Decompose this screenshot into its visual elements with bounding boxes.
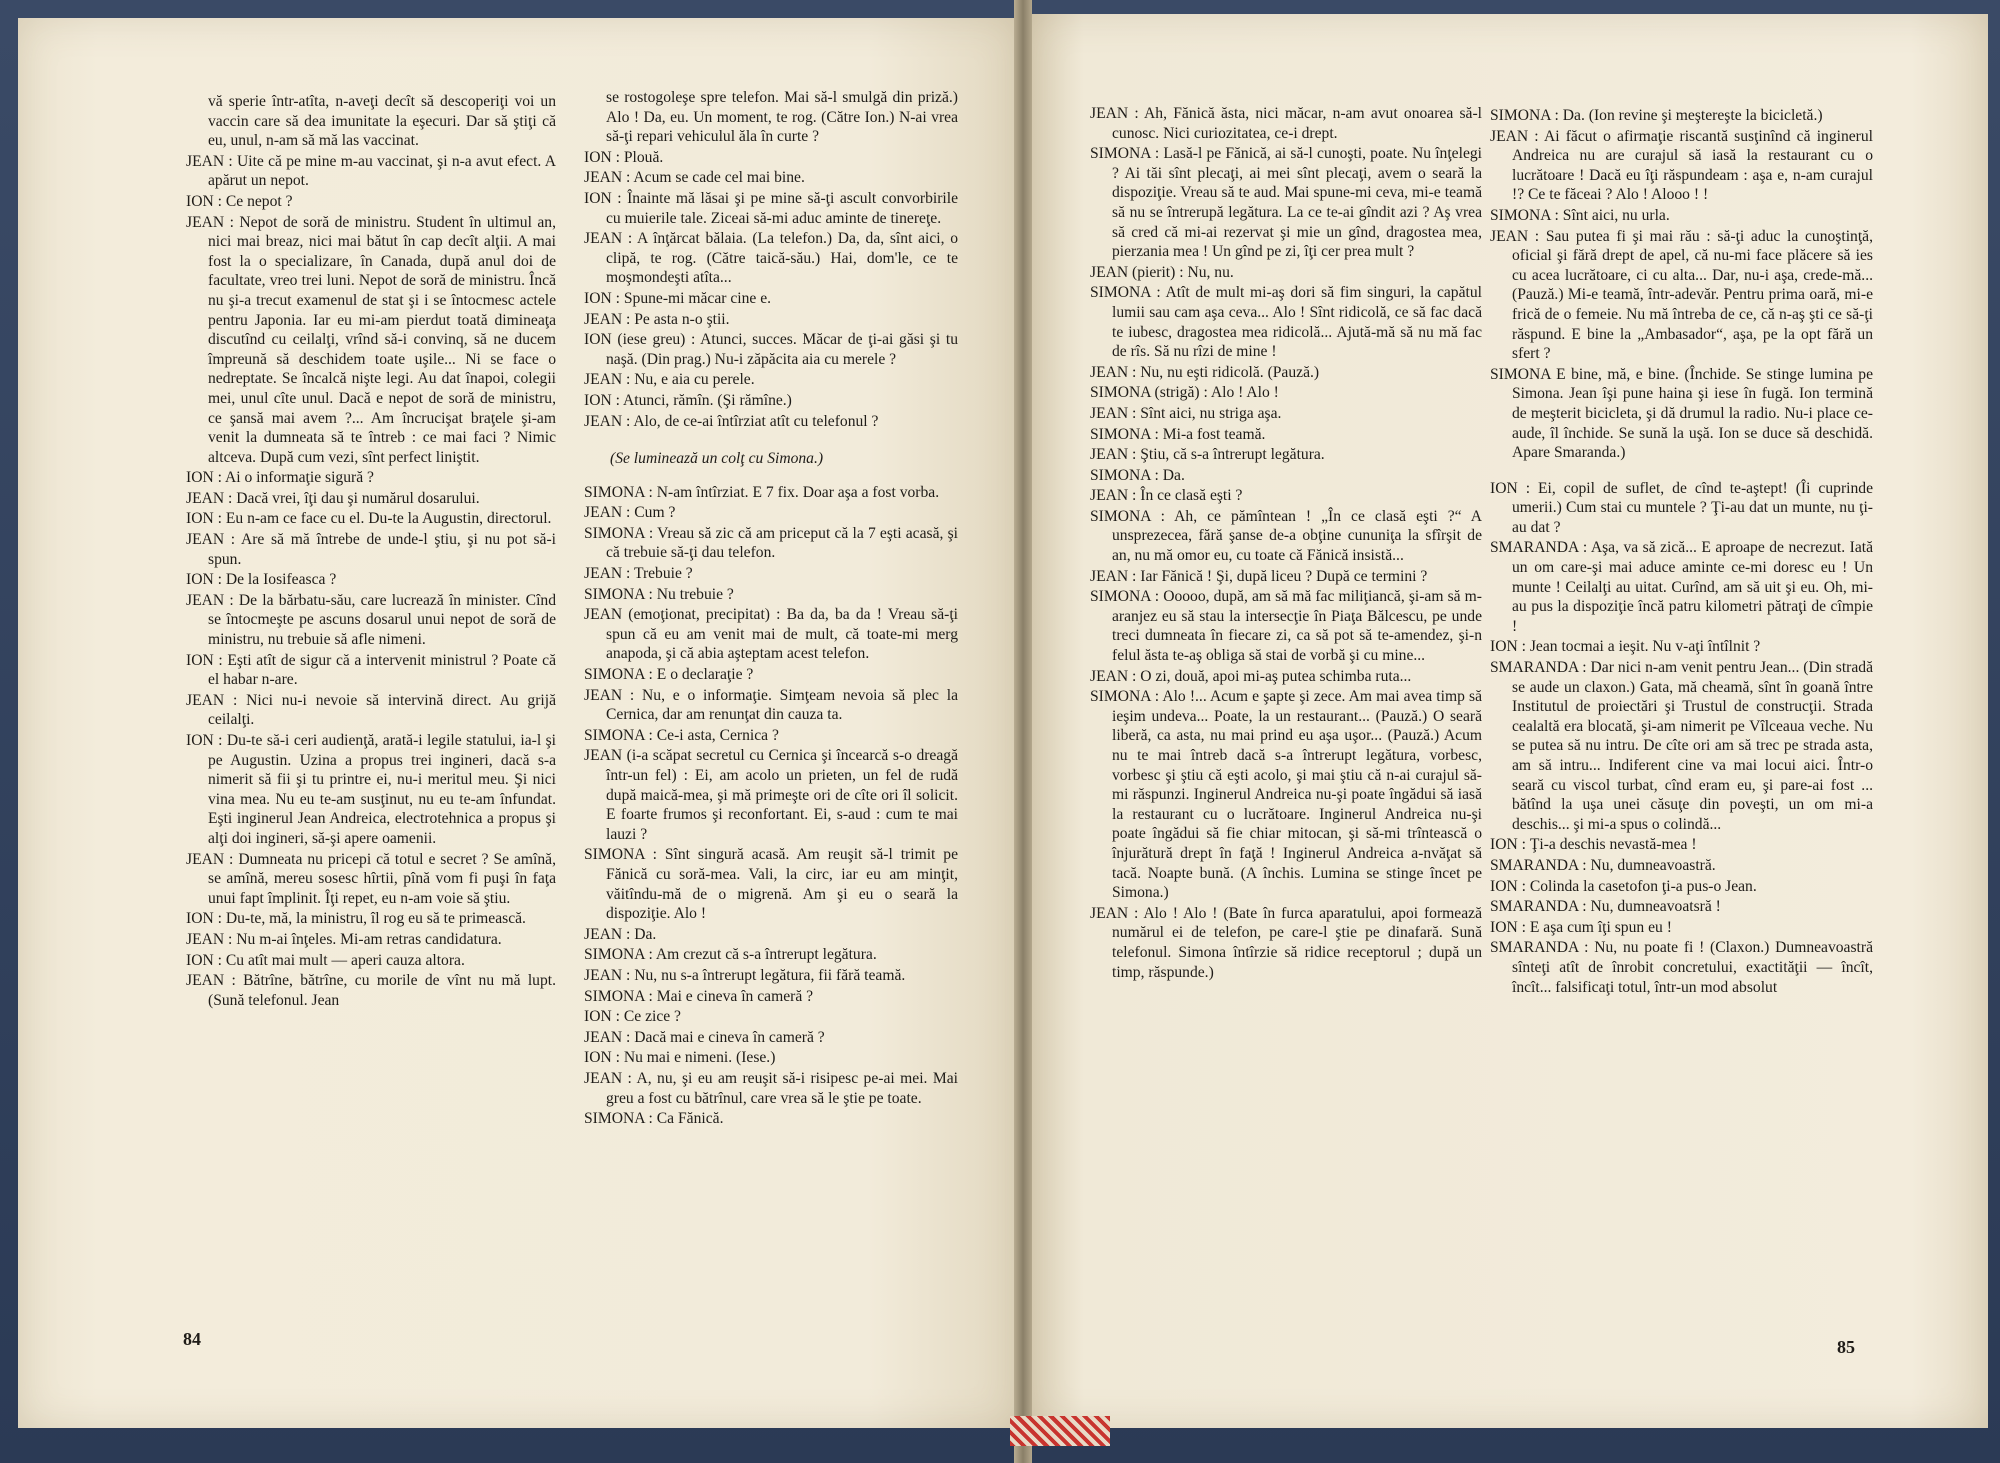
dialogue-paragraph: ION : Ai o informaţie sigură ? xyxy=(186,469,374,487)
dialogue-paragraph: JEAN : Da. xyxy=(584,925,657,943)
dialogue-paragraph: JEAN : Nu, nu s-a întrerupt legătura, fii fără teamă. xyxy=(584,966,906,984)
dialogue-paragraph: SIMONA : E o declaraţie ? xyxy=(584,666,754,684)
dialogue-paragraph: SMARANDA : Aşa, va să zică... E aproape de necrezut. Iată un om care-şi mai aduce aminte ce-mi doresc eu ! Un munte ! Ceilalţi au uitat. Curînd, am să uit şi eu. Oh, mi-au pus la dispoziţie încă patru kilometri pătraţi de cîmpie ! xyxy=(1490,539,1873,635)
dialogue-paragraph: JEAN : Are să mă întrebe de unde-l ştiu, şi nu pot să-i spun. xyxy=(186,531,556,568)
dialogue-paragraph: SIMONA : Alo !... Acum e şapte şi zece. Am mai avea timp să ieşim undeva... Poate, la un restaurant... (Pauză.) O seară liberă, ca asta, nu mai prind eu aşa uşor... (Pauză.) Acum nu te mai întreb dacă s-a întrerupt legătura, vorbesc, vorbesc şi ştiu că eşti acolo, şi mai ştiu că n-ai curajul să-mi răspunzi. Inginerul Andreica nu-şi poate îngădui să iasă la restaurant cu o lucrătoare. Inginerul Andreica nu-şi poate îngădui să fie chiar mitocan, şi să-mi trîntească o înjurătură drept în faţă ! Inginerul Andreica a-nvăţat să tacă. Noapte bună. (A închis. Lumina se stinge încet pe Simona.) xyxy=(1090,688,1482,902)
dialogue-paragraph: JEAN (i-a scăpat secretul cu Cernica şi încearcă s-o dreagă într-un fel) : Ei, am acolo un prieten, un fel de rudă după maică-mea, şi mă primeşte ori de cîte ori îl solicit. E foarte frumos şi reconfortant. Ei, s-aud : cum te mai lauzi ? xyxy=(584,747,958,843)
page-number-left: 84 xyxy=(183,1329,201,1349)
dialogue-paragraph: SIMONA : Da. xyxy=(1090,466,1185,484)
dialogue-paragraph: SIMONA : Vreau să zic că am priceput că la 7 eşti acasă, şi că trebuie să-ţi dau telefon. xyxy=(584,524,958,562)
dialogue-paragraph: ION : Eşti atît de sigur că a intervenit ministrul ? Poate că el habar n-are. xyxy=(186,651,556,689)
text-column-left-1 xyxy=(186,92,556,1011)
dialogue-paragraph: SIMONA : Nu trebuie ? xyxy=(584,585,734,603)
dialogue-paragraph: JEAN : În ce clasă eşti ? xyxy=(1090,487,1243,505)
dialogue-paragraph: vă sperie într-atîta, n-aveţi decît să descoperiţi voi un vaccin care să dea imunitate la eşecuri. Dar să ştiţi că eu, unul, n-am să mă las vaccinat. xyxy=(208,93,556,150)
dialogue-paragraph: JEAN : Nu, e o informaţie. Simţeam nevoia să plec la Cernica, dar am renunţat din cauza ta. xyxy=(584,686,958,724)
dialogue-paragraph: ION : Cu atît mai mult — aperi cauza altora. xyxy=(186,951,465,969)
bookmark-ribbon xyxy=(1010,1416,1110,1446)
dialogue-paragraph: JEAN : Dacă vrei, îţi dau şi numărul dosarului. xyxy=(186,489,480,507)
dialogue-paragraph: SIMONA : Sînt aici, nu urla. xyxy=(1490,206,1670,224)
dialogue-paragraph: ION : Ce zice ? xyxy=(584,1008,681,1026)
dialogue-paragraph: JEAN : Dacă mai e cineva în cameră ? xyxy=(584,1028,825,1046)
dialogue-paragraph: SIMONA : Lasă-l pe Fănică, ai să-l cunoşti, poate. Nu înţelegi ? Ai tăi sînt plecaţi, ai mei sînt plecaţi, avem o seară la dispoziţie. Vreau să te aud. Mai spune-mi ceva, mi-e teamă să nu se întrerupă legătura. La ce te-ai gîndit azi ? Aş vrea să cred că mi-ai rezervat şi mie un gînd, dragostea mea, pierzania mea ! Un gînd pe zi, îţi cer prea mult ? xyxy=(1090,145,1482,261)
text-column-right-2 xyxy=(1490,106,1873,998)
text-column-right-1 xyxy=(1090,104,1482,983)
dialogue-paragraph: JEAN : Alo ! Alo ! (Bate în furca aparatului, apoi formează numărul ei de telefon, pe care-l ştie pe dinafară. Sună telefonul. Simona întîrzie să ridice receptorul ; după un timp, răspunde.) xyxy=(1090,904,1482,981)
dialogue-paragraph: JEAN : A înţărcat bălaia. (La telefon.) Da, da, sînt aici, o clipă, te rog. (Către taică-său.) Hai, dom'le, ce te moşmondeşti atîta... xyxy=(584,230,958,287)
dialogue-paragraph: JEAN : O zi, două, apoi mi-aş putea schimba ruta... xyxy=(1090,667,1412,685)
book-gutter xyxy=(1014,0,1032,1463)
dialogue-paragraph: JEAN : Iar Fănică ! Şi, după liceu ? După ce termini ? xyxy=(1090,567,1428,585)
dialogue-paragraph: SIMONA : Ah, ce pămîntean ! „În ce clasă eşti ?“ A unsprezecea, fără şanse de-a obţine cununiţa la sfîrşit de an, nu mă omor eu, cu toate că Fănică insistă... xyxy=(1090,507,1482,565)
dialogue-paragraph: JEAN : Nici nu-i nevoie să intervină direct. Au grijă ceilalţi. xyxy=(186,691,556,729)
dialogue-paragraph: ION : Înainte mă lăsai şi pe mine să-ţi ascult convorbirile cu muierile tale. Ziceai să-mi aduc aminte de tinereţe. xyxy=(584,189,958,227)
dialogue-paragraph: ION : Spune-mi măcar cine e. xyxy=(584,289,772,307)
dialogue-paragraph: SMARANDA : Nu, dumneavoatsră ! xyxy=(1490,898,1721,916)
dialogue-paragraph: SIMONA (strigă) : Alo ! Alo ! xyxy=(1090,384,1279,402)
dialogue-paragraph: SIMONA E bine, mă, e bine. (Închide. Se stinge lumina pe Simona. Jean îşi pune haina şi iese în fugă. Ion termină de meşterit bicicleta, şi dă drumul la radio. Nu-i place ce-aude, îl închide. Se sună la uşă. Ion se duce să deschidă. Apare Smaranda.) xyxy=(1490,365,1873,462)
dialogue-paragraph: ION : Ţi-a deschis nevastă-mea ! xyxy=(1490,836,1697,854)
dialogue-paragraph: JEAN : Acum se cade cel mai bine. xyxy=(584,169,805,187)
dialogue-paragraph: JEAN : A, nu, şi eu am reuşit să-i risipesc pe-ai mei. Mai greu a fost cu bătrînul, care vrea să le ştie pe toate. xyxy=(584,1069,958,1107)
dialogue-paragraph: JEAN : Cum ? xyxy=(584,504,676,522)
dialogue-paragraph: SIMONA : Ooooo, după, am să mă fac miliţiancă, şi-am să m-aranjez eu să stau la intersecţie în Piaţa Bălcescu, pe unde treci dumneata în fiecare zi, ca să pot să te-amendez, şi-n felul ăsta te-aş obliga să stai de vorbă şi cu mine... xyxy=(1090,588,1482,665)
dialogue-paragraph: JEAN : De la bărbatu-său, care lucrează în minister. Cînd se întocmeşte pe ascuns dosarul unui nepot de soră de ministru, nu trebuie să afle nimeni. xyxy=(186,591,556,649)
dialogue-paragraph: JEAN : Nu m-ai înţeles. Mi-am retras candidatura. xyxy=(186,930,502,948)
dialogue-paragraph: ION : E aşa cum îţi spun eu ! xyxy=(1490,918,1672,936)
dialogue-paragraph: ION : Jean tocmai a ieşit. Nu v-aţi întîlnit ? xyxy=(1490,638,1761,656)
dialogue-paragraph: JEAN : Dumneata nu pricepi că totul e secret ? Se amînă, se amînă, mereu sosesc hîrtii, pînă vom fi puşi în faţa unui fapt împlinit. Îţi repet, eu n-am voie să ştiu. xyxy=(186,850,556,907)
dialogue-paragraph: SMARANDA : Nu, dumneavoastră. xyxy=(1490,856,1716,874)
dialogue-paragraph: SIMONA : Mai e cineva în cameră ? xyxy=(584,987,814,1005)
stage-direction: (Se luminează un colţ cu Simona.) xyxy=(610,450,824,468)
dialogue-paragraph: JEAN : Nu, e aia cu perele. xyxy=(584,371,755,389)
dialogue-paragraph: SIMONA : Mi-a fost teamă. xyxy=(1090,425,1266,443)
dialogue-paragraph: JEAN : Uite că pe mine m-au vaccinat, şi n-a avut efect. A apărut un nepot. xyxy=(186,152,556,190)
dialogue-paragraph: ION : Du-te, mă, la ministru, îl rog eu să te primească. xyxy=(186,910,526,928)
dialogue-paragraph: SIMONA : Am crezut că s-a întrerupt legătura. xyxy=(584,946,877,964)
dialogue-paragraph: JEAN : Ai făcut o afirmaţie riscantă susţinînd că inginerul Andreica nu are curajul să iasă la restaurant cu o lucrătoare ! Dacă eu îţi răspundeam : aşa e, n-am curajul !? Ce te făceai ? Alo ! Alooo ! ! xyxy=(1490,127,1873,204)
dialogue-paragraph: JEAN : Sau putea fi şi mai rău : să-ţi aduc la cunoştinţă, oficial şi fără drept de apel, că nu-mi face plăcere să ies cu acea lucrătoare, ci cu alta... Dar, nu-i aşa, crede-mă... (Pauză.) Mi-e teamă, într-adevăr. Pentru prima oară, mi-e frică de o femeie. Nu mă întreba de ce, că n-aş şti ce să-ţi răspund. E bine la „Ambasador“, aşa, pe la opt fără un sfert ? xyxy=(1490,227,1873,363)
dialogue-paragraph: ION : Atunci, rămîn. (Şi rămîne.) xyxy=(584,391,792,409)
dialogue-paragraph: JEAN : Nepot de soră de ministru. Student în ultimul an, nici mai breaz, nici mai bătut în cap decît alţii. A mai fost la o specializare, în Canada, după anul doi de facultate, vreo trei luni. Nepot de soră de ministru. Încă nu şi-a trecut examenul de stat şi i se întocmesc actele pentru Japonia. Iar eu mi-am pierdut toată dimineaţa discutînd cu ceilalţi, vrînd să-i convinq, să ne ducem împreună să deschidem toate uşile... Ni se face o nedreptate. Se încalcă nişte legi. Au dat înapoi, colegii mei, unul cîte unul. Dacă e nepot de soră de ministru, ce şansă mai avem ?... Am încrucişat braţele şi-am venit la dumneata să te întreb : ce mai faci ? Nimic altceva. După cum vezi, sînt perfect liniştit. xyxy=(186,213,556,466)
dialogue-paragraph: JEAN : Trebuie ? xyxy=(584,565,693,583)
dialogue-paragraph: JEAN : Ah, Fănică ăsta, nici măcar, n-am avut onoarea să-l cunosc. Nici curiozitatea, ce-i drept. xyxy=(1090,105,1482,142)
dialogue-paragraph: ION : De la Iosifeasca ? xyxy=(186,571,337,589)
dialogue-paragraph: SIMONA : Atît de mult mi-aş dori să fim singuri, la capătul lumii sau cam aşa ceva... Alo ! Sînt ridicolă, ce să fac dacă te iubesc, dragostea mea ridicolă... Ajută-mă să nu mă fac de rîs. Să nu rîzi de mine ! xyxy=(1090,284,1482,361)
dialogue-paragraph: SIMONA : Da. (Ion revine şi meştereşte la bicicletă.) xyxy=(1490,107,1823,124)
dialogue-paragraph: ION : Ce nepot ? xyxy=(186,192,293,210)
text-column-left-2 xyxy=(584,88,958,1130)
dialogue-paragraph: SIMONA : Ca Fănică. xyxy=(584,1110,724,1128)
dialogue-paragraph: SIMONA : Ce-i asta, Cernica ? xyxy=(584,726,779,744)
dialogue-paragraph: ION (iese greu) : Atunci, succes. Măcar de ţi-ai găsi şi tu naşă. (Din prag.) Nu-i zăpăcita aia cu merele ? xyxy=(584,331,958,368)
dialogue-paragraph: ION : Nu mai e nimeni. (Iese.) xyxy=(584,1049,776,1067)
dialogue-paragraph: ION : Ei, copil de suflet, de cînd te-aştept! (Îi cuprinde umerii.) Cum stai cu muntele ? Ţi-au dat un munte, nu ţi-au dat ? xyxy=(1490,479,1873,536)
page-number-right: 85 xyxy=(1837,1337,1855,1357)
dialogue-paragraph: JEAN (pierit) : Nu, nu. xyxy=(1090,263,1234,281)
dialogue-paragraph: JEAN : Ştiu, că s-a întrerupt legătura. xyxy=(1090,446,1325,464)
dialogue-paragraph: JEAN : Nu, nu eşti ridicolă. (Pauză.) xyxy=(1090,363,1320,381)
dialogue-paragraph: JEAN : Alo, de ce-ai întîrziat atît cu telefonul ? xyxy=(584,412,879,430)
dialogue-paragraph: ION : Colinda la casetofon ţi-a pus-o Jean. xyxy=(1490,877,1757,895)
dialogue-paragraph: ION : Du-te să-i ceri audienţă, arată-i legile statului, ia-l şi pe Augustin. Uzina a propus trei ingineri, dacă s-a nimerit să fii şi tu printre ei, nu-i meritul meu. Şi nici vina mea. Nu eu te-am susţinut, nu eu te-am înfundat. Eşti inginerul Jean Andreica, electrotehnica a propus şi alţi doi ingineri, să-şi apere oamenii. xyxy=(186,732,556,847)
dialogue-paragraph: JEAN : Pe asta n-o ştii. xyxy=(584,310,730,328)
dialogue-paragraph: SIMONA : Sînt singură acasă. Am reuşit să-l trimit pe Fănică cu soră-mea. Vali, la circ, iar eu am minţit, văitîndu-mă de o migrenă. Am şi eu o seară la dispoziţie. Alo ! xyxy=(584,846,958,923)
dialogue-paragraph: JEAN (emoţionat, precipitat) : Ba da, ba da ! Vreau să-ţi spun că eu am venit mai de mult, că toate-mi merg anapoda, şi că abia aşteptam acest telefon. xyxy=(584,606,958,663)
dialogue-paragraph: se rostogoleşe spre telefon. Mai să-l smulgă din priză.) Alo ! Da, eu. Un moment, te rog. (Către Ion.) N-ai vrea să-ţi repari vehiculul ăla în curte ? xyxy=(606,89,958,146)
dialogue-paragraph: SIMONA : N-am întîrziat. E 7 fix. Doar aşa a fost vorba. xyxy=(584,483,940,501)
dialogue-paragraph: ION : Eu n-am ce face cu el. Du-te la Augustin, directorul. xyxy=(186,510,552,528)
dialogue-paragraph: JEAN : Sînt aici, nu striga aşa. xyxy=(1090,404,1282,422)
dialogue-paragraph: SMARANDA : Nu, nu poate fi ! (Claxon.) Dumneavoastră sînteţi atît de înrobit concretului, exactităţii — încît, încît... falsificaţi totul, într-un mod absolut xyxy=(1490,939,1873,996)
dialogue-paragraph: JEAN : Bătrîne, bătrîne, cu morile de vînt nu mă lupt. (Sună telefonul. Jean xyxy=(186,972,556,1009)
dialogue-paragraph: SMARANDA : Dar nici n-am venit pentru Jean... (Din stradă se aude un claxon.) Gata, mă cheamă, sînt în goană între Institutul de proiectări şi Trustul de construcţii. Strada cealaltă era blocată, şi-am nimerit pe Vîlceaua veche. Nu se putea să nu intru. De cîte ori am să trec pe strada asta, am să intru... Indiferent cine va mai locui aici. Într-o seară cu viscol turbat, cînd eram eu, şi pare-ai fost ... bătînd la uşa unei căsuţe din poveşti, un om mi-a deschis... şi mi-a spus o colindă... xyxy=(1490,659,1873,833)
dialogue-paragraph: ION : Plouă. xyxy=(584,148,664,166)
